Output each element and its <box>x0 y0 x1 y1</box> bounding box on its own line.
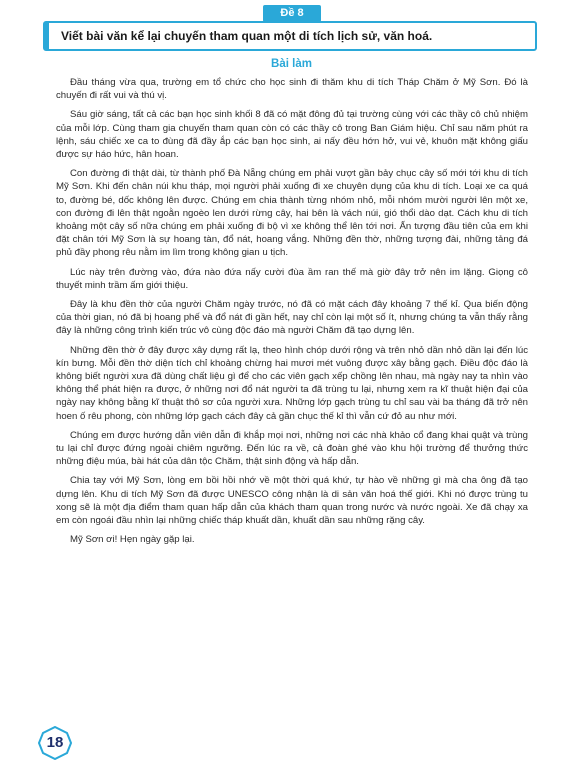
paragraph: Con đường đi thật dài, từ thành phố Đà Nẵng chúng em phải vượt gần bảy chục cây số mới tới khu di tích Mỹ Sơn. Khi đến chân núi khu tháp, mọi người phải xuống đi xe chuyên dụng của khu di tích. Loại xe ca quá to, đường bé, dốc không lên được. Chúng em chia thành từng nhóm nhỏ, mỗi nhóm mười người lên một xe, con đường đi lên thật ngoằn ngoèo len dưới rừng cây, hai bên là vách núi, gió thổi dào dạt. Cách khu di tích khoảng một cây số nữa chúng em phải xuống đi bộ vì xe không thể lên tới nơi. Ấn tượng đầu tiên của em khi đặt chân tới Mỹ Sơn là sự hoang tàn, đổ nát, hoang vắng. Những đền thờ, những tượng đài, những tảng đá phủ đầy phong rêu nằm im lìm trong không gian u tịch. <box>56 168 528 259</box>
task-prompt: Viết bài văn kể lại chuyến tham quan một di tích lịch sử, văn hoá. <box>61 29 433 43</box>
page-number: 18 <box>46 734 64 751</box>
paragraph: Chúng em được hướng dẫn viên dẫn đi khắp mọi nơi, những nơi các nhà khảo cổ đang khai quật và trùng tu lại chỉ được đứng ngoài chiêm ngưỡng. Đến lúc ra về, cả đoàn ghé vào khu hội trường để thưởng thức những điệu múa, bài hát của dân tộc Chăm, thật sinh động và hấp dẫn. <box>56 429 528 468</box>
paragraph: Những đền thờ ở đây được xây dựng rất lạ, theo hình chóp dưới rộng và trên nhỏ dần nhỏ dần lại đến lúc kín bưng. Mỗi đền thờ diện tích chỉ khoảng chừng hai mươi mét vuông được xây bằng gạch. Điều độc đáo là không biết người xưa đã dùng chất liệu gì để cho các viên gạch xếp chồng lên nhau, mà ngày nay ta nhìn vào không thể phát hiện ra được, ở những nơi đổ nát người ta đã trùng tu lại, nhưng xem ra kĩ thuật hiện đại của ngày nay không bằng kĩ thuật thô sơ của người xưa. Những lớp gạch trùng tu chỉ sau vài ba tháng đã trở nên hoen ố rêu phong, còn những lớp gạch cách đây cả gần chục thế kỉ thì vẫn cứ đỏ au như mới. <box>56 344 528 422</box>
paragraph: Đầu tháng vừa qua, trường em tổ chức cho học sinh đi thăm khu di tích Tháp Chăm ở Mỹ Sơn. Đó là chuyến đi rất vui và thú vị. <box>56 77 528 102</box>
exam-badge: Đề 8 <box>263 5 321 22</box>
task-box <box>43 21 537 51</box>
paragraph: Đây là khu đền thờ của người Chăm ngày trước, nó đã có mặt cách đây khoảng 7 thế kỉ. Qua biến động của thời gian, nó đã bị hoang phế và đổ nát đi gần hết, nay chỉ còn lại một số ít, nhưng chúng ta vẫn thấy rằng đây là những công trình kiến trúc vô cùng độc đáo mà người Chăm đã tạo dựng lên. <box>56 299 528 337</box>
paragraph: Sáu giờ sáng, tất cả các bạn học sinh khối 8 đã có mặt đông đủ tại trường cùng với các thầy cô chủ nhiệm của mỗi lớp. Cùng tham gia chuyến tham quan còn có các thầy cô trong Ban Giám hiệu. Chỉ sau năm phút ra lệnh, sáu chiếc xe ca to đùng đã đầy ắp các bạn học sinh, ai nấy đều hớn hở, vui vẻ, khuôn mặt không giấu được sự háo hức, hân hoan. <box>56 109 528 161</box>
paragraph: Mỹ Sơn ơi! Hẹn ngày gặp lại. <box>70 534 195 546</box>
essay-body <box>56 76 528 553</box>
section-title: Bài làm <box>271 58 312 70</box>
paragraph: Chia tay với Mỹ Sơn, lòng em bồi hồi nhớ về một thời quá khứ, tự hào về những gì mà cha ông đã tạo dựng lên. Khu di tích Mỹ Sơn đã được UNESCO công nhận là di sản văn hoá thế giới. Khi nó được trùng tu xong sẽ là một địa điểm tham quan hấp dẫn của khách tham quan trong nước và nước ngoài. Xe đã chạy xa em còn ngoái đầu nhìn lại những chiếc tháp khuất dần, khuất dần sau những rặng cây. <box>56 475 528 527</box>
paragraph: Lúc này trên đường vào, đứa nào đứa nấy cười đùa ầm ran thế mà giờ đây trở nên im lặng. Giọng cô thuyết minh trầm ấm giới thiệu. <box>56 266 528 291</box>
